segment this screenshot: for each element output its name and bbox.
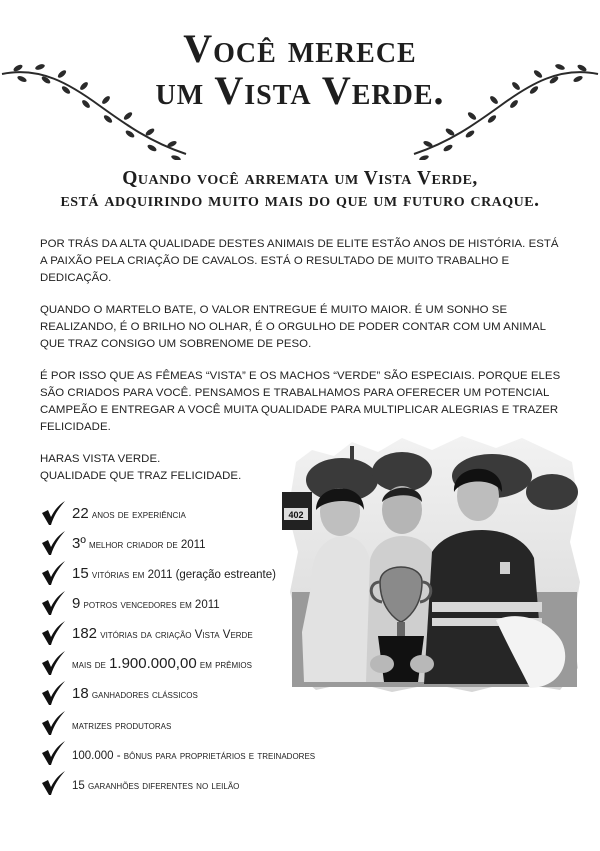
list-item — [40, 616, 400, 646]
list-item — [40, 766, 400, 796]
check-icon — [40, 620, 66, 646]
list-item — [40, 706, 400, 736]
list-item — [40, 736, 400, 766]
check-icon — [40, 770, 66, 796]
highlight-text: ganhadores clássicos — [91, 689, 198, 701]
list-item — [40, 676, 400, 706]
signature-line-1: HARAS VISTA VERDE. — [40, 453, 161, 465]
check-icon — [40, 740, 66, 766]
check-icon — [40, 680, 66, 706]
headline-line-1: Você merece — [183, 26, 417, 71]
highlight-number: 3º — [72, 535, 86, 552]
subheadline — [0, 168, 600, 212]
paragraph: POR TRÁS DA ALTA QUALIDADE DESTES ANIMAIS DE ELITE ESTÃO ANOS DE HISTÓRIA. ESTÁ A PAIXÃO PELA CRIAÇÃO DE CAVALOS. ESTÁ O RESULTADO DE MUITO TRABALHO E DEDICAÇÃO. — [40, 238, 559, 284]
highlight-number: 15 — [72, 565, 89, 582]
highlight-text: 15 garanhões diferentes no leilão — [72, 780, 240, 792]
highlight-text: matrizes produtoras — [72, 720, 172, 732]
paragraph: É POR ISSO QUE AS FÊMEAS “VISTA” E OS MACHOS “VERDE” SÃO ESPECIAIS. PORQUE ELES SÃO CRIADOS PARA VOCÊ. PENSAMOS E TRABALHAMOS PARA OFERECER UM POTENCIAL CAMPEÃO E ENTREGAR A VOCÊ MUITA QUALIDADE PARA MULTIPLICAR ALEGRIAS E TRAZER FELICIDADE. — [40, 370, 561, 433]
subheadline-line-2: está adquirindo muito mais do que um futuro craque. — [60, 190, 540, 211]
vine-ornament-icon — [0, 64, 190, 160]
check-icon — [40, 500, 66, 526]
board-number: 402 — [288, 510, 304, 520]
headline-line-2: um Vista Verde. — [155, 68, 445, 113]
highlight-text: melhor criador de 2011 — [89, 539, 206, 551]
highlight-text: anos de experiência — [91, 509, 186, 521]
paragraph: QUANDO O MARTELO BATE, O VALOR ENTREGUE É MUITO MAIOR. É UM SONHO SE REALIZANDO, É O BRILHO NO OLHAR, É O ORGULHO DE PODER CONTAR COM UM ANIMAL QUE TRAZ CONSIGO UM SOBRENOME DE PESO. — [40, 304, 546, 350]
highlight-number: 18 — [72, 685, 89, 702]
check-icon — [40, 710, 66, 736]
highlight-text: vitórias da criação Vista Verde — [100, 629, 253, 641]
highlight-number: 182 — [72, 625, 98, 642]
list-item — [40, 526, 400, 556]
subheadline-line-1: Quando você arremata um Vista Verde, — [122, 168, 478, 189]
highlights-list — [40, 496, 400, 796]
highlight-text: em prêmios — [199, 659, 252, 671]
list-item — [40, 646, 400, 676]
check-icon — [40, 530, 66, 556]
check-icon — [40, 560, 66, 586]
highlight-number: 9 — [72, 595, 81, 612]
highlight-text: 100.000 - bônus para proprietários e treinadores — [72, 750, 316, 762]
list-item — [40, 496, 400, 526]
highlight-number: 22 — [72, 505, 89, 522]
check-icon — [40, 650, 66, 676]
list-item — [40, 586, 400, 616]
highlight-text: vitórias em 2011 — [91, 569, 173, 581]
vine-ornament-icon — [410, 64, 600, 160]
list-item — [40, 556, 400, 586]
signature-line-2: QUALIDADE QUE TRAZ FELICIDADE. — [40, 470, 242, 482]
highlight-text: potros vencedores em 2011 — [83, 599, 220, 611]
highlight-note: (geração estreante) — [175, 569, 276, 581]
highlight-number: 1.900.000,00 — [109, 655, 197, 672]
check-icon — [40, 590, 66, 616]
highlight-prefix: mais de — [72, 659, 106, 671]
